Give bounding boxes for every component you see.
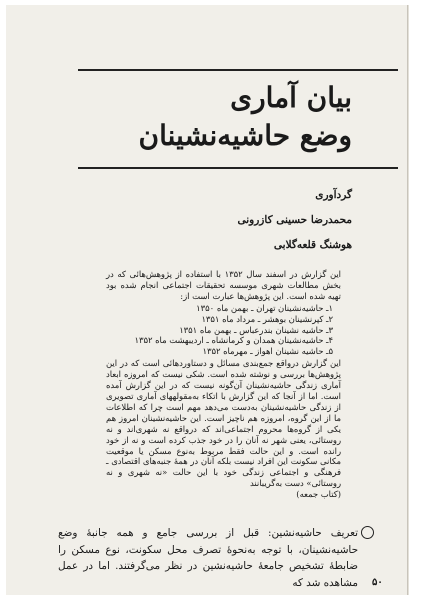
research-item: ۳ـ حاشیه نشینان بندرعباس ـ بهمن ماه ۱۳۵۱ — [179, 324, 333, 335]
compiled-by-label: گردآوری — [315, 189, 352, 201]
title-line-1: بیان آماری — [230, 81, 352, 114]
summary-paragraph: این گزارش درواقع جمع‌بندی مسائل و دستاوردهائی است که در این پژوهش‌ها بررسی و نوشته شده است. شکی نیست که امروزه ابعاد آماری زندگی حاشیه‌نشینان آن‌گونه نیست که در این گزارش آمده است. اما از آنجا که این گزارش با اتکاء به‌مقولههای آماری تصویری از زندگی حاشیه‌نشینان به‌دست می‌دهد مهم است چرا که اطلاعات ما از این گروه، امروزه هم ناچیز است. این حاشیه‌نشینان امروز هم یکی از گروه‌ها محروم اجتماعی‌اند که درواقع نه شهری‌اند و نه روستائی، یعنی شهر نه آنان را در خود جذب کرده است و نه از خود رانده است. و این حالت فقط مربوط به‌نوع مسکن یا موقعیت مکانی سکونت این افراد نیست بلکه آنان در همهٔ جنبه‌های اقتصادی ـ فرهنگی و اجتماعی زندگی خود با این حالت «نه شهری و نه روستائی» دست به‌گریبانند — [106, 358, 341, 489]
document-page — [6, 5, 408, 595]
author-2: هوشنگ قلعه‌گلابی — [273, 239, 352, 251]
research-item: ۱ـ حاشیه‌نشینان تهران ـ بهمن ماه ۱۳۵۰ — [196, 302, 333, 313]
research-item: ۲ـ کپرنشینان بوهشر ـ مرداد ماه ۱۳۵۱ — [201, 313, 333, 324]
article-title — [139, 79, 352, 155]
page-number: ۵۰ — [372, 577, 383, 588]
intro-paragraph: این گزارش در اسفند سال ۱۳۵۲ با استفاده از پژوهش‌هائی که در بخش مطالعات شهری موسسه تحقیقات اجتماعی انجام شده بود تهیه شده است. این پژوهش‌ها عبارت است از: — [106, 269, 342, 301]
research-item: ۴ـ حاشیه‌نشینان همدان و کرمانشاه ـ اردیبهشت ماه ۱۳۵۲ — [134, 335, 333, 346]
research-item: ۵ـ حاشیه نشینان اهواز ـ مهرماه ۱۳۵۲ — [202, 346, 333, 357]
section-bullet-icon — [361, 526, 374, 539]
source-citation: (کتاب جمعه) — [296, 489, 341, 500]
title-line-2: وضع حاشیه‌نشینان — [138, 119, 352, 152]
title-bottom-rule — [78, 167, 398, 169]
credits — [152, 183, 352, 258]
intro-text-block — [106, 269, 341, 500]
research-list — [106, 303, 341, 358]
definition-paragraph: تعریف حاشیه‌نشین: قبل از بررسی جامع و همه جانبهٔ وضع حاشیه‌نشینان، با توجه به‌نحوهٔ تصرف محل سکونت، نوع مسکن را ضابطهٔ تشخیص جامعهٔ حاشیه‌نشین در نظر می‌گرفتند. اما در عمل مشاهده شد که — [58, 527, 358, 589]
author-1: محمدرضا حسینی کازرونی — [237, 214, 352, 226]
top-rule — [78, 69, 398, 71]
